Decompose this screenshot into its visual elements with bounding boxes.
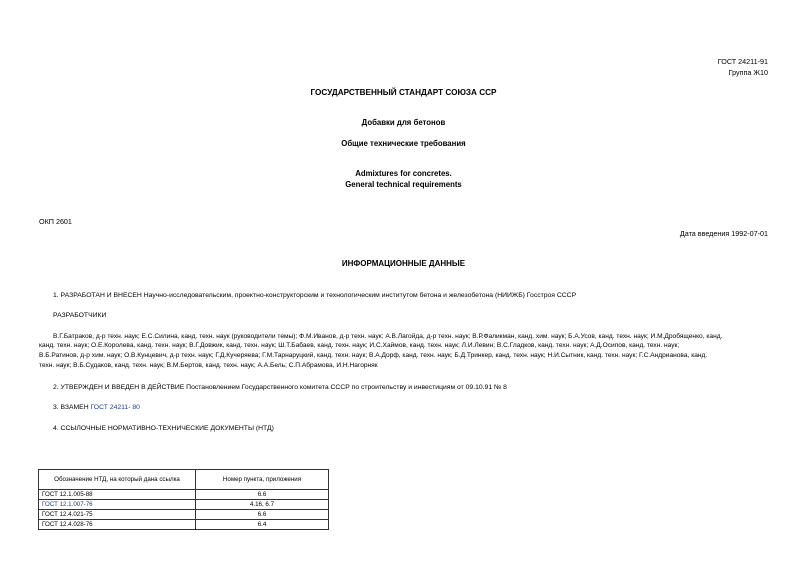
info-item-1: 1. РАЗРАБОТАН И ВНЕСЕН Научно-исследовательским, проектно-конструкторским и технологическим институтом бетона и железобетона (НИИЖБ) Госстроя СССР (53, 292, 577, 299)
row-document: ГОСТ 12.4.028-76 (39, 520, 196, 530)
title-en-line2: General technical requirements (345, 180, 462, 189)
reference-documents-table (38, 469, 329, 530)
table-row (39, 520, 329, 530)
title-ru-line2: Общие технические требования (341, 139, 466, 148)
developers-line-1: В.Г.Батраков, д-р техн. наук; Е.С.Силина, канд. техн. наук (руководители темы); Ф.М.Иванов, д-р техн. наук; А.В.Лагойда, д-р техн. наук; В.Р.Фаликман, канд. хим. наук; Б.А.Усов, канд. техн. наук; И.М.Дробященко, канд. (53, 333, 723, 340)
row-item: 6.6 (196, 490, 329, 500)
table-row (39, 490, 329, 500)
row-document: ГОСТ 12.4.021-75 (39, 510, 196, 520)
row-item: 4.16, 6.7 (196, 500, 329, 510)
document-code: ГОСТ 24211-91 (717, 57, 768, 66)
developers-label: РАЗРАБОТЧИКИ (53, 312, 107, 319)
standard-title: ГОСУДАРСТВЕННЫЙ СТАНДАРТ СОЮЗА ССР (310, 88, 497, 97)
item-3-prefix: 3. ВЗАМЕН (53, 404, 91, 411)
introduction-date: Дата введения 1992-07-01 (679, 229, 768, 238)
okp-code: ОКП 2601 (39, 217, 72, 226)
info-item-4: 4. ССЫЛОЧНЫЕ НОРМАТИВНО-ТЕХНИЧЕСКИЕ ДОКУМЕНТЫ (НТД) (53, 425, 274, 432)
developers-line-4: техн. наук; В.Б.Судаков, канд. техн. наук; В.М.Бертов, канд. техн. наук; А.А.Бель; С.П.Абрамова, И.Н.Нагорняк (39, 362, 378, 369)
row-document: ГОСТ 12.1.005-88 (39, 490, 196, 500)
column-header-document: Обозначение НТД, на который дана ссылка (39, 470, 196, 490)
title-ru-line1: Добавки для бетонов (361, 118, 446, 127)
developers-line-2: канд. техн. наук; О.Е.Королева, канд. техн. наук; В.Г.Довжик, канд. техн. наук; Ш.Т.Бабаев, канд. техн. наук; И.С.Хаймов, канд. техн. наук; Л.И.Левин; В.С.Гладков, канд. техн. наук; А.Д.Осипов, канд. техн. наук; (39, 342, 680, 349)
table-header-row (39, 470, 329, 490)
column-header-item: Номер пункта, приложения (196, 470, 329, 490)
row-document-link[interactable]: ГОСТ 12.1.007-76 (39, 500, 196, 510)
table-row (39, 510, 329, 520)
info-heading: ИНФОРМАЦИОННЫЕ ДАННЫЕ (341, 259, 466, 268)
info-item-2: 2. УТВЕРЖДЕН И ВВЕДЕН В ДЕЙСТВИЕ Постановлением Государственного комитета СССР по строительству и инвестициям от 09.10.91 № 8 (53, 384, 507, 391)
developers-line-3: В.Б.Ратинов, д-р хим. наук; О.В.Кунцевич, д-р техн. наук; Г.Д.Кучеряева; Г.М.Тарнаруцкий, канд. техн. наук; В.А.Дорф, канд. техн. наук; Б.Д.Тринкер, канд. техн. наук; Н.И.Сытник, канд. техн. наук; Г.С.Андрианова, канд. (39, 352, 708, 359)
table-row (39, 500, 329, 510)
document-group: Группа Ж10 (728, 68, 768, 77)
replaced-standard-link[interactable]: ГОСТ 24211- 80 (90, 404, 140, 411)
row-item: 6.6 (196, 510, 329, 520)
row-item: 6.4 (196, 520, 329, 530)
title-en-line1: Admixtures for concretes. (355, 169, 452, 178)
info-item-3 (53, 402, 140, 413)
